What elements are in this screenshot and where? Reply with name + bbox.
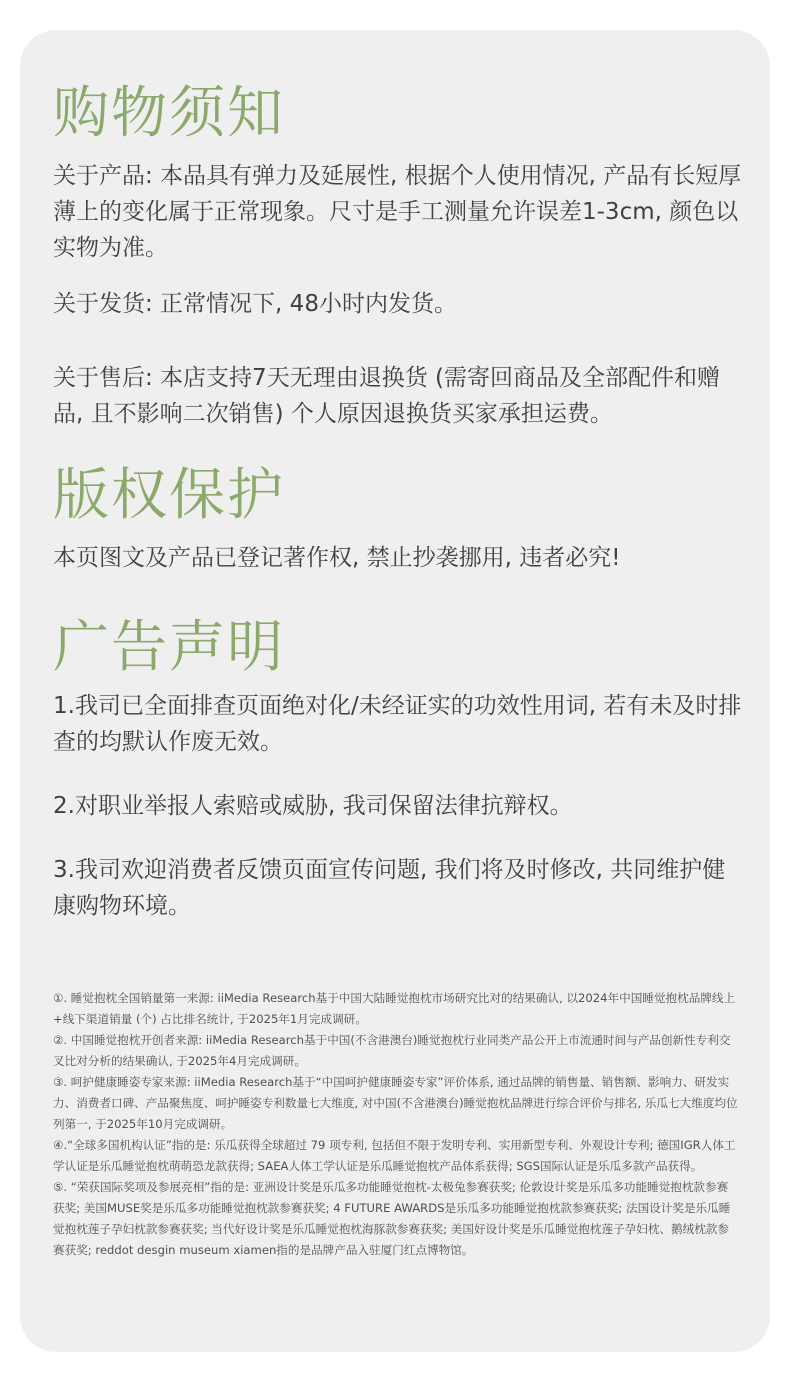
footnote-1: ①. 睡觉抱枕全国销量第一来源: iiMedia Research基于中国大陆睡觉抱枕市场研究比对的结果确认, 以2024年中国睡觉抱枕品牌线上+线下渠道销量 (个) 占比排名统计, 于2025年1月完成调研。 [53,991,736,1026]
ad-statement-heading: 广告声明 [53,615,285,680]
ad-statement-item-2: 2.对职业举报人索赔或威胁, 我司保留法律抗辩权。 [53,793,573,819]
aftersale-notice-text: 关于售后: 本店支持7天无理由退换货 (需寄回商品及全部配件和赠品, 且不影响二次销售) 个人原因退换货买家承担运费。 [53,365,720,427]
footnote-3: ③. 呵护健康睡姿专家来源: iiMedia Research基于“中国呵护健康睡姿专家”评价体系, 通过品牌的销售量、销售额、影响力、研发实力、消费者口碑、产品聚焦度、呵护睡姿专利数量七大维度, 对中国(不含港澳台)睡觉抱枕品牌进行综合评价与排名, 乐瓜七大维度均位列第一, 于2025年10月完成调研。 [53,1075,738,1131]
shipping-notice-text: 关于发货: 正常情况下, 48小时内发货。 [53,291,457,317]
copyright-text: 本页图文及产品已登记著作权, 禁止抄袭挪用, 违者必究! [53,545,621,571]
notice-card [20,30,770,1352]
purchase-notice-heading: 购物须知 [53,81,285,146]
footnote-5: ⑤. “荣获国际奖项及参展亮相”指的是: 亚洲设计奖是乐瓜多功能睡觉抱枕-太极兔参赛获奖; 伦敦设计奖是乐瓜多功能睡觉抱枕款参赛获奖; 美国MUSE奖是乐瓜多功能睡觉抱枕款参赛获奖; 4 FUTURE AWARDS是乐瓜多功能睡觉抱枕款参赛获奖; 法国设计奖是乐瓜睡觉抱枕莲子孕妇枕款参赛获奖; 当代好设计奖是乐瓜睡觉抱枕海豚款参赛获奖; 美国好设计奖是乐瓜睡觉抱枕莲子孕妇枕、鹅绒枕款参赛获奖; reddot desgin museum xiamen指的是品牌产品入驻厦门红点博物馆。 [53,1180,731,1257]
ad-statement-item-1: 1.我司已全面排查页面绝对化/未经证实的功效性用词, 若有未及时排查的均默认作废无效。 [53,693,742,755]
copyright-heading: 版权保护 [53,463,285,528]
ad-statement-item-3: 3.我司欢迎消费者反馈页面宣传问题, 我们将及时修改, 共同维护健康购物环境。 [53,857,726,919]
product-notice-text: 关于产品: 本品具有弹力及延展性, 根据个人使用情况, 产品有长短厚薄上的变化属于正常现象。尺寸是手工测量允许误差1-3cm, 颜色以实物为准。 [53,163,742,261]
footnote-2: ②. 中国睡觉抱枕开创者来源: iiMedia Research基于中国(不含港澳台)睡觉抱枕行业同类产品公开上市流通时间与产品创新性专利交叉比对分析的结果确认, 于2025年4月完成调研。 [53,1033,731,1068]
footnotes-list [53,988,739,1261]
footnote-4: ④.“全球多国机构认证”指的是: 乐瓜获得全球超过 79 项专利, 包括但不限于发明专利、实用新型专利、外观设计专利; 德国IGR人体工学认证是乐瓜睡觉抱枕萌萌恐龙款获得; SAEA人体工学认证是乐瓜睡觉抱枕产品体系获得; SGS国际认证是乐瓜多款产品获得。 [53,1138,736,1173]
